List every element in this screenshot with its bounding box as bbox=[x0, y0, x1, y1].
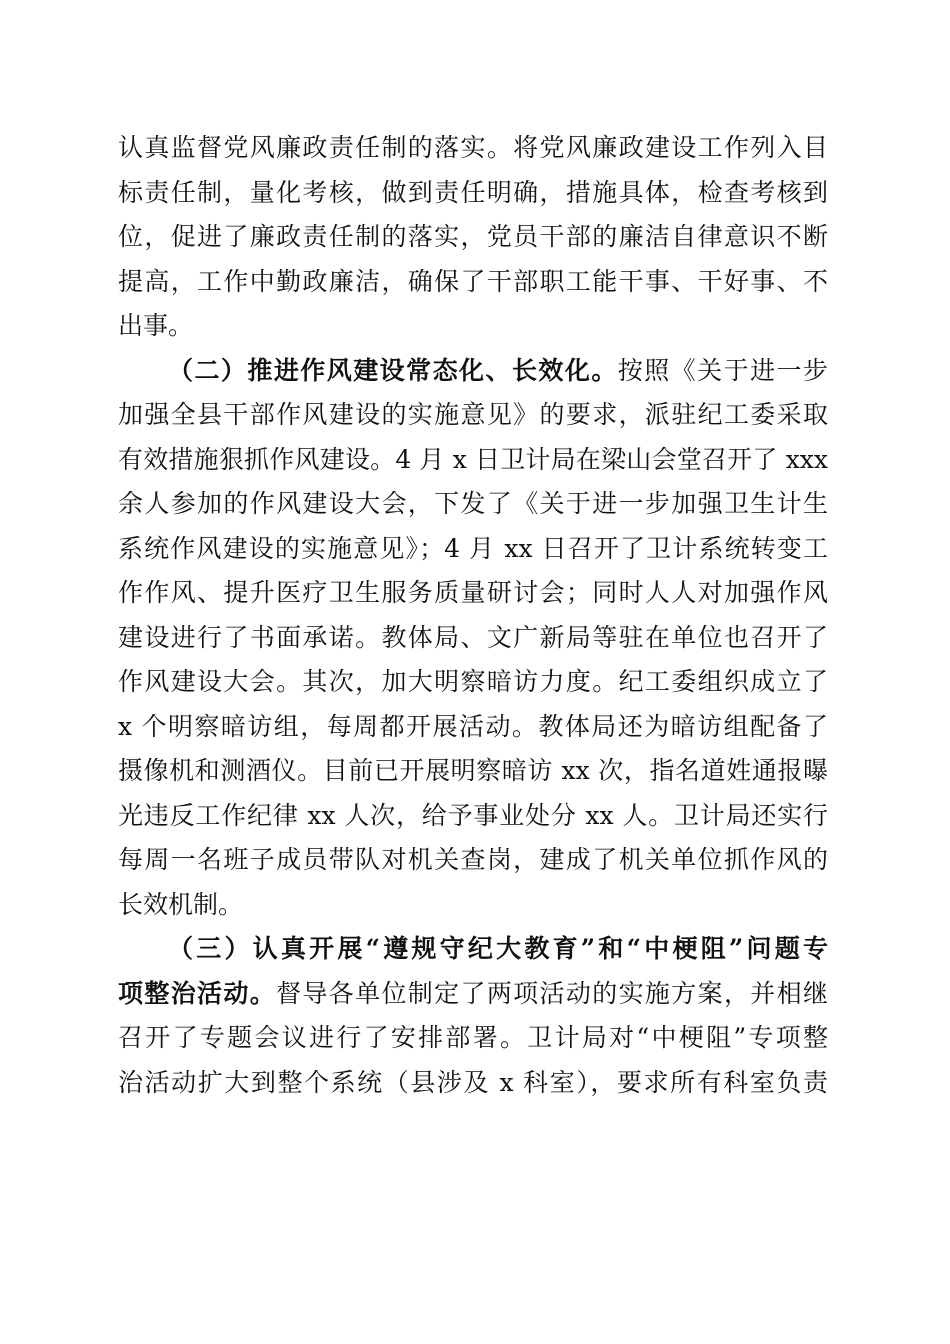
paragraph-3-line-4: 治活动扩大到整个系统（县涉及 x 科室），要求所有科室负责 bbox=[118, 1067, 828, 1097]
paragraph-2-line-4: 余人参加的作风建设大会，下发了《关于进一步加强卫生计生 bbox=[118, 489, 828, 518]
paragraph-3-heading-line-2: 项整治活动。 bbox=[118, 978, 277, 1008]
paragraph-2-line-8: 作风建设大会。其次，加大明察暗访力度。纪工委组织成立了 bbox=[118, 667, 828, 696]
paragraph-2-line-5: 系统作风建设的实施意见》；4 月 xx 日召开了卫计系统转变工 bbox=[118, 533, 828, 563]
paragraph-3-heading-line-1: （三）认真开展“遵规守纪大教育”和“中梗阻”问题专 bbox=[168, 934, 828, 963]
paragraph-1 bbox=[118, 126, 828, 349]
paragraph-2-line-1 bbox=[118, 349, 828, 394]
paragraph-3 bbox=[118, 927, 828, 1105]
paragraph-2-line-9: x 个明察暗访组，每周都开展活动。教体局还为暗访组配备了 bbox=[118, 711, 828, 741]
paragraph-1-line-1: 认真监督党风廉政责任制的落实。将党风廉政建设工作列入目 bbox=[118, 133, 828, 162]
paragraph-3-line-3: 召开了专题会议进行了安排部署。卫计局对“中梗阻”专项整 bbox=[118, 1023, 828, 1052]
paragraph-2-line-7: 建设进行了书面承诺。教体局、文广新局等驻在单位也召开了 bbox=[118, 622, 828, 652]
paragraph-2-line-13: 长效机制。 bbox=[118, 889, 244, 919]
paragraph-2-line-12: 每周一名班子成员带队对机关查岗，建成了机关单位抓作风的 bbox=[118, 845, 828, 874]
paragraph-1-line-2: 标责任制，量化考核，做到责任明确，措施具体，检查考核到 bbox=[118, 177, 828, 207]
document-page bbox=[118, 126, 828, 1105]
paragraph-2-line-10: 摄像机和测酒仪。目前已开展明察暗访 xx 次，指名道姓通报曝 bbox=[118, 756, 828, 785]
paragraph-2-line-11: 光违反工作纪律 xx 人次，给予事业处分 xx 人。卫计局还实行 bbox=[118, 800, 828, 830]
paragraph-2-heading: （二）推进作风建设常态化、长效化。 bbox=[168, 355, 618, 385]
paragraph-1-line-4: 提高，工作中勤政廉洁，确保了干部职工能干事、干好事、不 bbox=[118, 266, 828, 296]
paragraph-2-line-6: 作作风、提升医疗卫生服务质量研讨会；同时人人对加强作风 bbox=[118, 578, 828, 607]
paragraph-3-line-2 bbox=[118, 972, 828, 1017]
paragraph-2 bbox=[118, 349, 828, 928]
paragraph-1-line-5: 出事。 bbox=[118, 311, 194, 340]
paragraph-2-line-3: 有效措施狠抓作风建设。4 月 x 日卫计局在梁山会堂召开了 xxx bbox=[118, 444, 828, 474]
paragraph-2-line-2: 加强全县干部作风建设的实施意见》的要求，派驻纪工委采取 bbox=[118, 400, 828, 429]
paragraph-3-line-2-rest: 督导各单位制定了两项活动的实施方案，并相继 bbox=[276, 978, 828, 1008]
paragraph-1-line-3: 位，促进了廉政责任制的落实，党员干部的廉洁自律意识不断 bbox=[118, 222, 828, 251]
paragraph-2-first-rest: 按照《关于进一步 bbox=[617, 355, 828, 385]
